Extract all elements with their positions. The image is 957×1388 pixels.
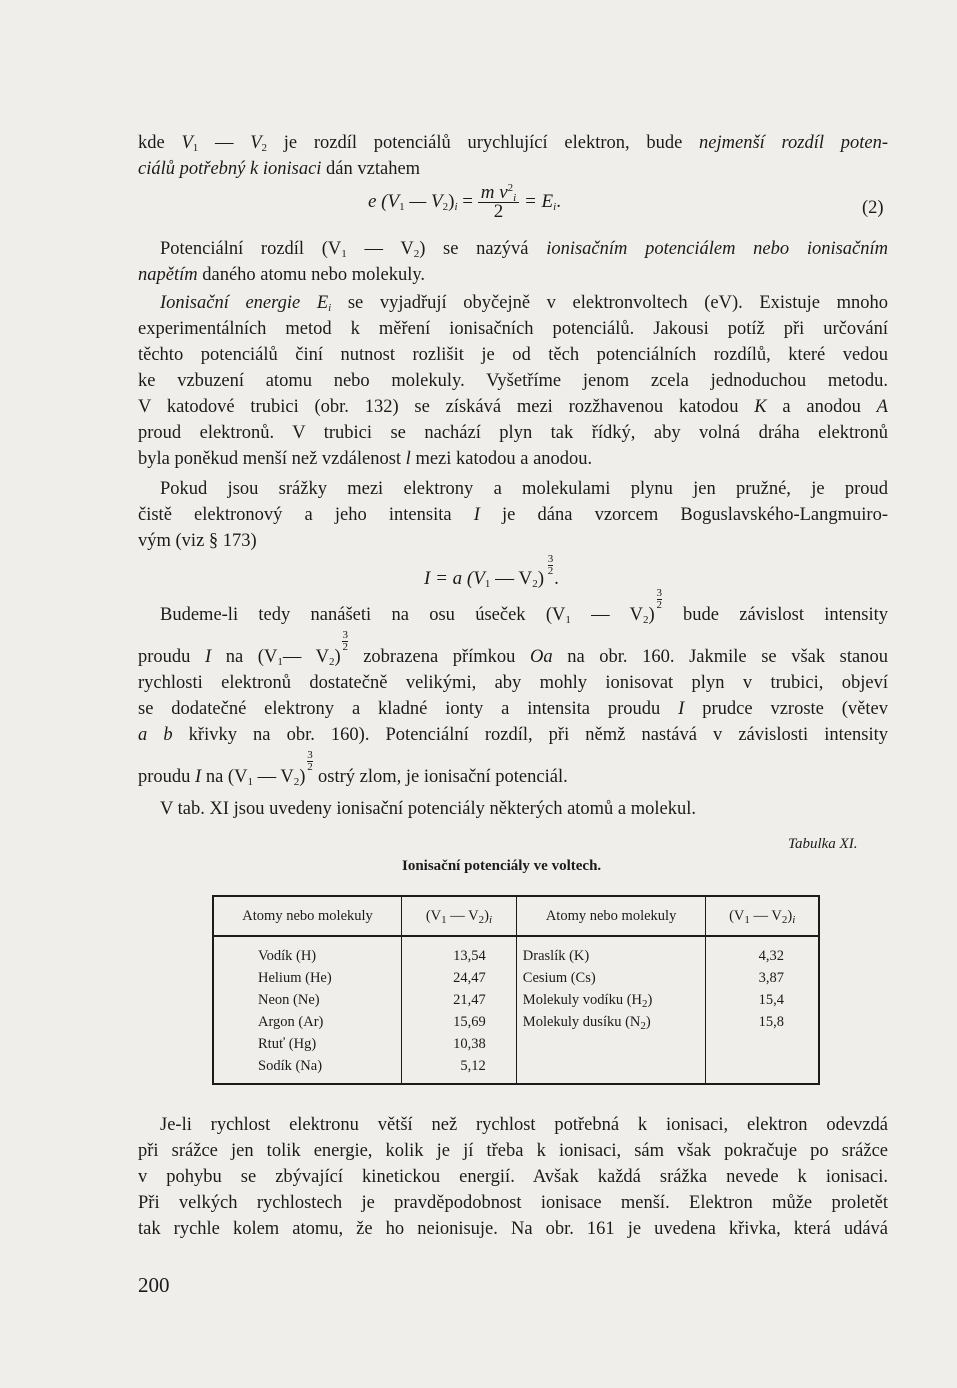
text-line: Ionisační energie $E_i$ se vyjadřují obyčejně v elektronvoltech (eV). Existuje mnoho	[160, 293, 888, 314]
text-line: čistě elektronový a jeho intensita I je dána vzorcem Boguslavského-Langmuiro-	[138, 505, 888, 525]
equation-number: (2)	[862, 198, 884, 218]
text-line: vým (viz § 173)	[138, 531, 257, 551]
text-line: se dodatečné elektrony a kladné ionty a intensita proudu I prudce vzroste (větev	[138, 699, 888, 719]
text-line: a b křivky na obr. 160). Potenciální rozdíl, při němž nastává v závislosti intensity	[138, 725, 888, 745]
text-line: V katodové trubici (obr. 132) se získává mezi rozžhavenou katodou K a anodou A	[138, 397, 888, 417]
text-line: kde $V_1$ — $V_2$ je rozdíl potenciálů urychlující elektron, bude nejmenší rozdíl poten-	[138, 133, 889, 154]
text-line: těchto potenciálů činí nutnost rozlišit je od těch potenciálních rozdílů, které vedou	[138, 345, 888, 365]
text-line: ke vzbuzení atomu nebo molekuly. Vyšetříme jenom zcela jednoduchou metodu.	[138, 371, 888, 391]
table-row: Neon (Ne) 21,47 Molekuly vodíku $(H_2)$ 15,4	[213, 989, 819, 1011]
table-row: Vodík (H) 13,54 Draslík (K) 4,32	[213, 936, 819, 967]
equation-2: e ($V_1$ — $V_2)_i$ = $\frac{m v^2_i}{2}$ = $E_i$.	[368, 182, 561, 222]
text-line: Budeme-li tedy nanášeti na osu úseček ($V_1$ — $V_2$) 3 2 bude závislost intensity	[160, 587, 888, 626]
text-line: proudu I na ($V_1$ — $V_2$) 3 2 ostrý zlom, je ionisační potenciál.	[138, 749, 568, 788]
text-line: proudu I na ($V_1—$ $V_2$) 3 2 zobrazena přímkou Oa na obr. 160. Jakmile se však stanou	[138, 629, 888, 668]
text-line: napětím daného atomu nebo molekuly.	[138, 265, 426, 285]
text-line: experimentálních metod k měření ionisačních potenciálů. Jakousi potíž při určování	[138, 319, 888, 339]
text-line: Při velkých rychlostech je pravděpodobnost ionisace menší. Elektron může proletět	[138, 1193, 888, 1213]
text-line: proud elektronů. V trubici se nachází plyn tak řídký, aby volná dráha elektronů	[138, 423, 888, 443]
text-line: při srážce jen tolik energie, kolik je jí třeba k ionisaci, sám však pokračuje po srážce	[138, 1141, 888, 1161]
text-line: Potenciální rozdíl ($V_1$ — $V_2$) se nazývá ionisačním potenciálem nebo ionisačním	[160, 239, 889, 260]
column-header: Atomy nebo molekuly	[516, 896, 706, 936]
table-header-row	[213, 896, 819, 936]
table-row: Helium (He) 24,47 Cesium (Cs) 3,87	[213, 967, 819, 989]
page-number: 200	[138, 1273, 170, 1297]
equation-langmuir: I = a ($V_1$ — $V_2$) 3 2 .	[424, 553, 559, 590]
column-header: Atomy nebo molekuly	[213, 896, 402, 936]
text-line: ciálů potřebný k ionisaci dán vztahem	[138, 159, 421, 179]
ionisation-table	[212, 895, 820, 1085]
text-line: rychlosti elektronů dostatečně velikými, aby mohly ionisovat plyn v trubici, objeví	[138, 673, 888, 693]
text-line: byla poněkud menší než vzdálenost l mezi katodou a anodou.	[138, 449, 593, 469]
table-row: Rtuť (Hg) 10,38	[213, 1033, 819, 1055]
table-row: Argon (Ar) 15,69 Molekuly dusíku $(N_2)$ 15,8	[213, 1011, 819, 1033]
text-line: v pohybu se zbývající kinetickou energií. Avšak každá srážka nevede k ionisaci.	[138, 1167, 888, 1187]
table-title: Ionisační potenciály ve voltech.	[402, 858, 602, 874]
table-row: Sodík (Na) 5,12	[213, 1055, 819, 1084]
column-header: ($V_1$ — $V_2)_i$	[402, 896, 517, 936]
text-line: tak rychle kolem atomu, že ho neionisuje. Na obr. 161 je uvedena křivka, která udává	[138, 1219, 888, 1239]
column-header: ($V_1$ — $V_2)_i$	[706, 896, 819, 936]
text-line: Je-li rychlost elektronu větší než rychlost potřebná k ionisaci, elektron odevzdá	[160, 1115, 888, 1135]
text-line: Pokud jsou srážky mezi elektrony a molekulami plynu jen pružné, je proud	[160, 479, 888, 499]
table-label: Tabulka XI.	[788, 836, 858, 852]
text-line: V tab. XI jsou uvedeny ionisační potenciály některých atomů a molekul.	[160, 799, 697, 819]
